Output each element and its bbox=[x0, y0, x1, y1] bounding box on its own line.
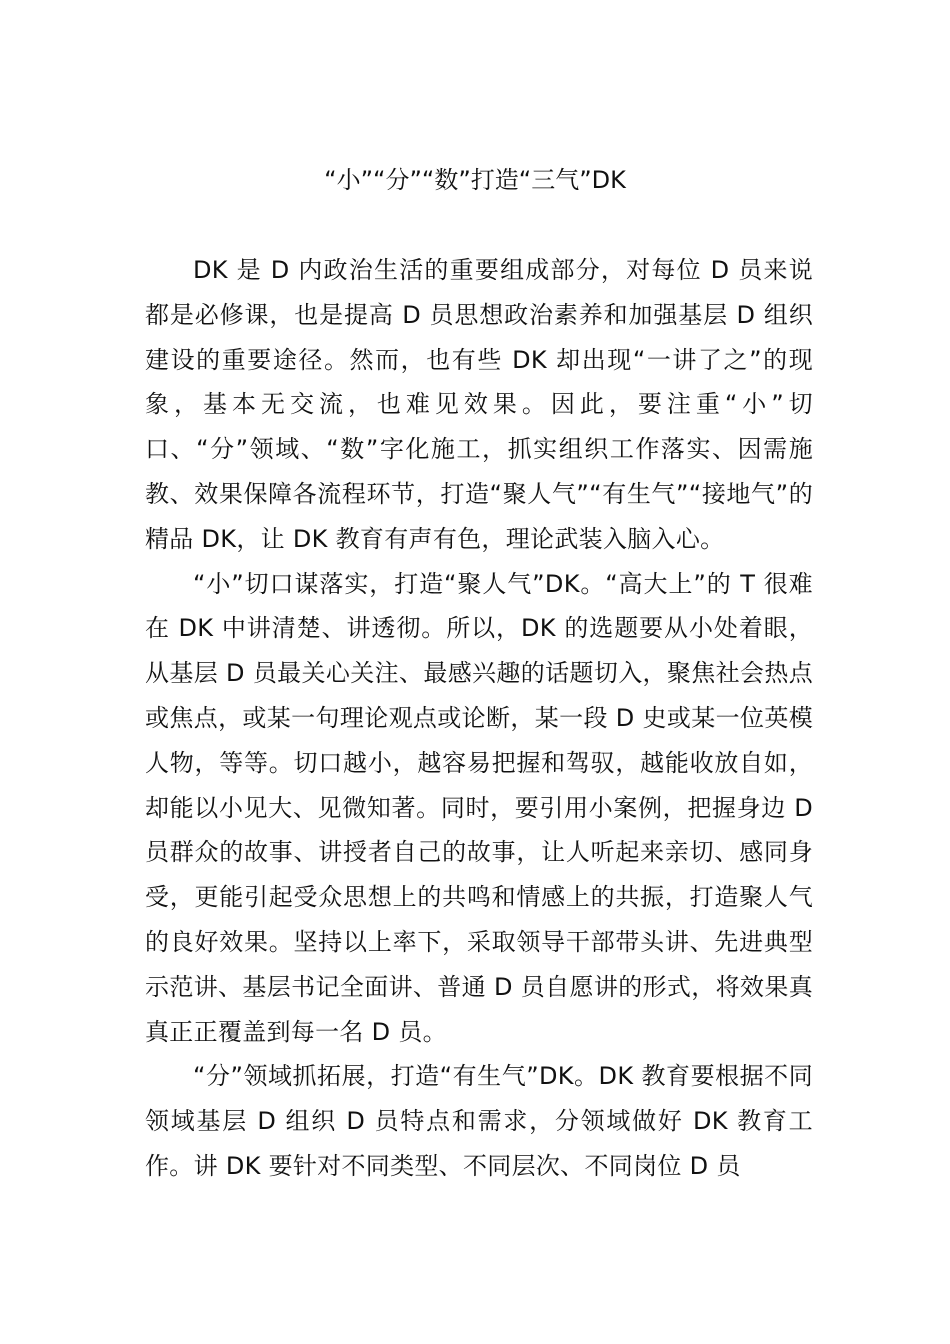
paragraph-divided-fields: “分”领域抓拓展，打造“有生气”DK。DK 教育要根据不同领域基层 D 组织 D 员特点和需求，分领域做好 DK 教育工作。讲 DK 要针对不同类型、不同层次、不同岗位 D 员 bbox=[145, 1062, 813, 1180]
document-title: “小”“分”“数”打造“三气”DK bbox=[324, 166, 626, 194]
paragraph-intro: DK 是 D 内政治生活的重要组成部分，对每位 D 员来说都是必修课，也是提高 D 员思想政治素养和加强基层 D 组织建设的重要途径。然而，也有些 DK 却出现“一讲了之”的现象，基本无交流，也难见效果。因此，要注重“小”切口、“分”领域、“数”字化施工，抓实组织工作落实、因需施教、效果保障各流程环节，打造“聚人气”“有生气”“接地气”的精品 DK，让 DK 教育有声有色，理论武装入脑入心。 bbox=[145, 256, 813, 553]
paragraph-small-entry-point: “小”切口谋落实，打造“聚人气”DK。“高大上”的 T 很难在 DK 中讲清楚、讲透彻。所以，DK 的选题要从小处着眼，从基层 D 员最关心关注、最感兴趣的话题切入，聚焦社会热点或焦点，或某一句理论观点或论断，某一段 D 史或某一位英模人物，等等。切口越小，越容易把握和驾驭，越能收放自如，却能以小见大、见微知著。同时，要引用小案例，把握身边 D 员群众的故事、讲授者自己的故事，让人听起来亲切、感同身受，更能引起受众思想上的共鸣和情感上的共振，打造聚人气的良好效果。坚持以上率下，采取领导干部带头讲、先进典型示范讲、基层书记全面讲、普通 D 员自愿讲的形式，将效果真真正正覆盖到每一名 D 员。 bbox=[145, 569, 813, 1046]
document-body bbox=[145, 248, 813, 1189]
